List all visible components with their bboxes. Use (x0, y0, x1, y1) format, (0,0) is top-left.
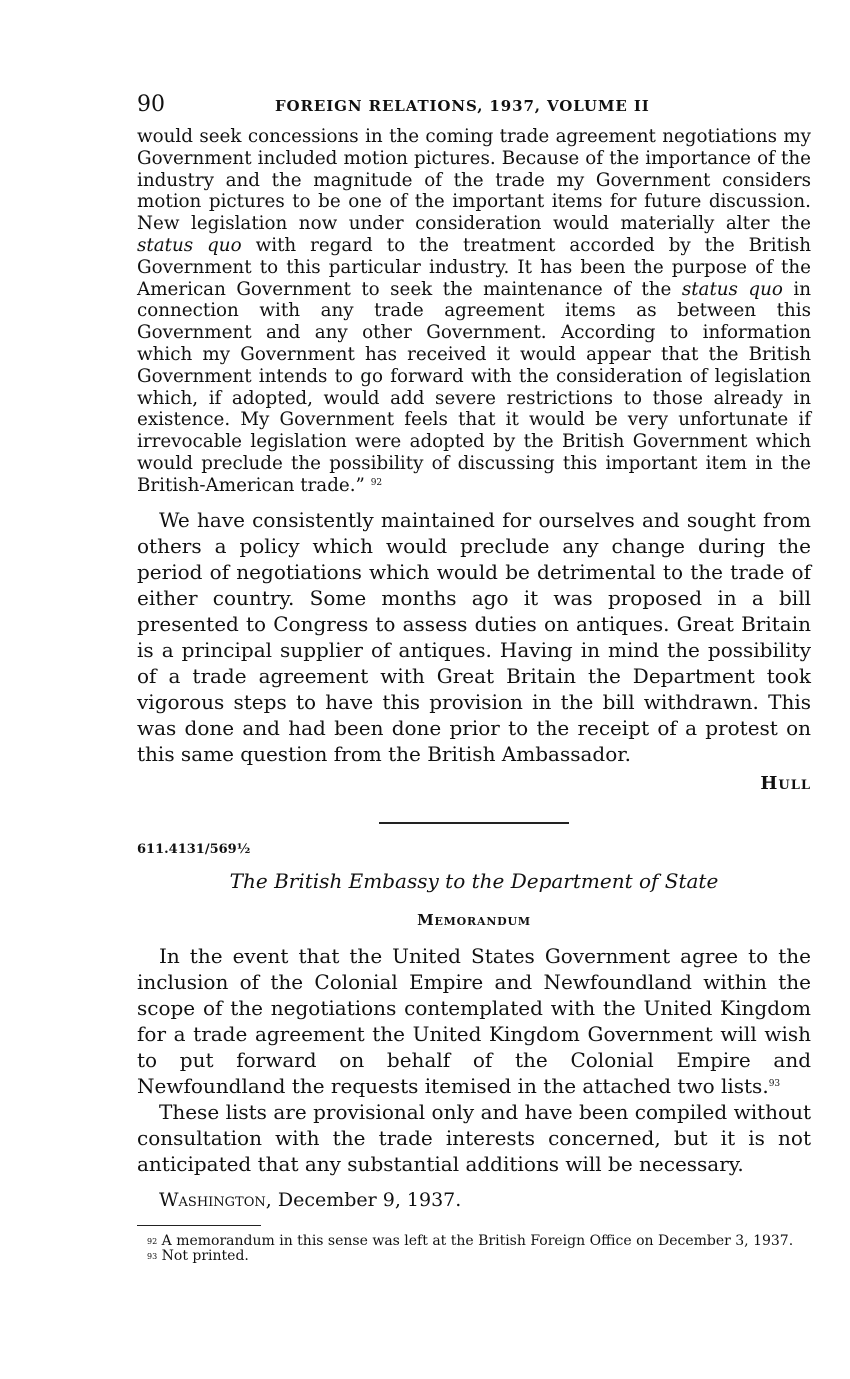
memorandum-paragraph-1-text: In the event that the United States Government agree to the inclusion of the Colonial Empire and Newfoundland within the scope of the negotiations contemplated with the United Kingdom for a trade agreement the United Kingdom Government will wish to put forward on behalf of the Colonial Empire and Newfoundland the requests itemised in the attached two lists. (137, 943, 811, 1098)
dateline (137, 1189, 811, 1211)
footnote-ref-92: 92 (370, 477, 383, 488)
quoted-telegram-text (137, 126, 811, 497)
signature: Hull (760, 772, 811, 794)
memorandum-heading: Memorandum (417, 910, 531, 929)
quote-italic-2: status quo (681, 278, 783, 300)
footnote-mark: 93 (147, 1251, 158, 1261)
document-file-number: 611.4131/569½ (137, 841, 251, 857)
footnote-ref-93: 93 (768, 1078, 781, 1089)
memorandum-paragraph-2: These lists are provisional only and have been compiled without consultation with the trade interests concerned, but it is not anticipated that any substantial additions will be necessary. (137, 1099, 811, 1176)
dateline-date: , December 9, 1937. (265, 1188, 462, 1211)
document-page (137, 92, 811, 1264)
document-title: The British Embassy to the Department of State (229, 868, 719, 893)
dateline-place: Washington (159, 1188, 266, 1211)
memorandum-paragraph-1 (137, 943, 811, 1099)
footnotes (137, 1234, 811, 1264)
body-paragraph: We have consistently maintained for ourselves and sought from others a policy which would preclude any change during the period of negotiations which would be detrimental to the trade of either country. Some months ago it was proposed in a bill presented to Congress to assess duties on antiques. Great Britain is a principal supplier of antiques. Having in mind the possibility of a trade agreement with Great Britain the Department took vigorous steps to have this provision in the bill withdrawn. This was done and had been done prior to the receipt of a protest on this same question from the British Ambassador. (137, 507, 811, 766)
quote-italic-1: status quo (137, 234, 242, 256)
footnote-mark: 92 (147, 1236, 158, 1246)
footnote-text: A memorandum in this sense was left at the British Foreign Office on December 3, 1937. (161, 1232, 794, 1249)
running-title: FOREIGN RELATIONS, 1937, VOLUME II (275, 97, 650, 115)
footnote-text: Not printed. (161, 1247, 249, 1264)
footnote-93 (137, 1249, 811, 1264)
section-divider (379, 822, 569, 824)
page-header (137, 92, 811, 124)
footnote-92 (137, 1234, 811, 1249)
quote-part-2: with regard to the treatment accorded by the British Government to this particular industry. It has been the purpose of the American Government to seek the maintenance of the (137, 234, 811, 300)
page-number: 90 (137, 92, 165, 117)
quote-part-3: in connection with any trade agreement items as between this Government and any other Government. According to information which my Government has received it would appear that the British Government intends to go forward with the consideration of legislation which, if adopted, would add severe restrictions to those already in existence. My Government feels that it would be very unfortunate if irrevocable legislation were adopted by the British Government which would preclude the possibility of discussing this important item in the British-American trade.” (137, 278, 811, 496)
footnote-divider (137, 1225, 261, 1226)
quote-part-1: would seek concessions in the coming trade agreement negotiations my Government included motion pictures. Because of the importance of the industry and the magnitude of the trade my Government considers motion pictures to be one of the important items for future discussion. New legislation now under consideration would materially alter the (137, 126, 811, 235)
